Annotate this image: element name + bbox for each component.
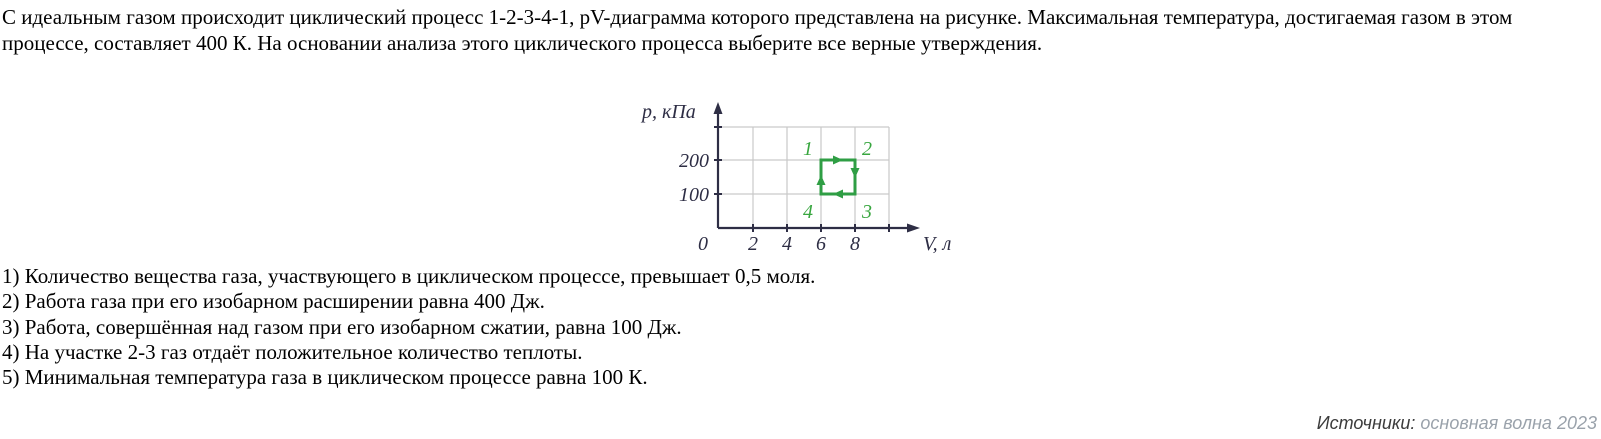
statement-5: 5) Минимальная температура газа в циклическом процессе равна 100 К.	[2, 365, 648, 390]
y-axis-arrow-icon	[714, 102, 723, 114]
cycle-arrow-right-icon	[833, 156, 843, 165]
origin-label: 0	[698, 233, 708, 255]
x-axis-arrow-icon	[907, 224, 920, 233]
cycle-point-2-label: 2	[862, 138, 872, 160]
x-tick-6: 6	[816, 233, 826, 255]
cycle-point-4-label: 4	[803, 201, 813, 223]
cycle-rectangle	[821, 160, 855, 194]
cycle-arrow-up-icon	[817, 175, 826, 185]
y-axis-label: p, кПа	[642, 101, 696, 123]
pv-diagram-svg	[630, 88, 970, 258]
x-tick-2: 2	[748, 233, 758, 255]
x-axis-label: V, л	[923, 233, 952, 255]
source-line	[1317, 411, 1597, 435]
statement-1: 1) Количество вещества газа, участвующего в циклическом процессе, превышает 0,5 моля.	[2, 264, 816, 288]
statement-2: 2) Работа газа при его изобарном расширении равна 400 Дж.	[2, 289, 545, 314]
source-value: основная волна 2023	[1420, 413, 1597, 433]
x-tick-4: 4	[782, 233, 792, 255]
statement-3: 3) Работа, совершённая над газом при его изобарном сжатии, равна 100 Дж.	[2, 314, 682, 339]
cycle-arrow-down-icon	[851, 168, 860, 178]
source-label: Источники:	[1316, 413, 1416, 433]
cycle-arrow-left-icon	[833, 190, 843, 199]
statements-list	[2, 264, 1202, 390]
diagram-axes	[718, 110, 910, 228]
x-tick-8: 8	[850, 233, 860, 255]
y-tick-200: 200	[679, 150, 709, 172]
statement-4: 4) На участке 2-3 газ отдаёт положительное количество теплоты.	[2, 339, 583, 364]
problem-text: С идеальным газом происходит циклический процесс 1-2-3-4-1, pV-диаграмма которого представлена на рисунке. Максимальная температура, достигаемая газом в этом процессе, составляет 400 К. На основании анализа этого циклического процесса выберите все верные утверждения.	[2, 5, 1513, 55]
cycle-point-3-label: 3	[862, 201, 872, 223]
pv-diagram	[630, 88, 970, 258]
cycle-point-1-label: 1	[803, 138, 813, 160]
y-tick-100: 100	[679, 184, 709, 206]
